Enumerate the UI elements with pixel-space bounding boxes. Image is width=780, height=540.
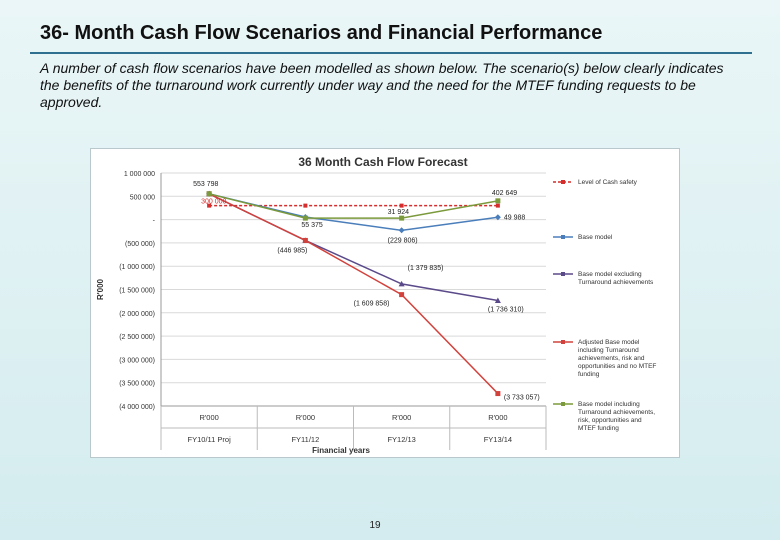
legend-entry-line: Base model excluding [578,271,642,278]
data-point [303,204,307,208]
data-label: (1 736 310) [487,306,524,314]
data-label: 31 924 [387,209,410,217]
y-tick-label: (2 500 000) [119,334,155,342]
y-tick-label: (3 000 000) [119,357,155,365]
y-tick-label: 500 000 [129,194,155,202]
legend-entry [578,234,613,241]
legend-swatch-marker [561,180,565,184]
intro-paragraph: A number of cash flow scenarios have been modelled as shown below. The scenario(s) below clearly indicates the benefits of the turnaround work currently under way and the need for the MTEF funding requests to be approved. [40,60,724,110]
legend-entry-line: funding [578,371,600,378]
y-tick-label: (2 000 000) [119,310,155,318]
x-unit-label: R'000 [391,413,412,422]
legend-swatch-marker [561,235,565,239]
data-label: 300 000 [201,198,227,206]
series-line [209,194,498,301]
legend-entry-line: achievements, risk and [578,355,645,362]
data-label: (1 379 835) [407,264,444,272]
data-point [495,391,500,396]
title-divider [30,52,752,54]
legend-entry-line: Turnaround achievements, [578,409,656,416]
legend-entry-line: Base model [578,234,613,241]
data-label: 553 798 [193,180,219,188]
legend-entry [578,339,656,378]
y-axis-label: R'000 [96,278,105,301]
legend-entry-line: opportunities and no MTEF [578,363,657,370]
data-label: 402 649 [491,189,518,197]
legend-entry [578,271,654,286]
legend-entry-line: Base model including [578,401,640,408]
data-label: (446 985) [277,247,308,255]
x-tick-label: FY10/11 Proj [187,435,231,444]
chart-canvas [91,149,679,457]
legend-entry-line: Turnaround achievements [578,279,654,286]
data-point [303,216,308,221]
cash-flow-chart [90,148,680,458]
x-tick-label: FY11/12 [291,435,320,444]
x-unit-label: R'000 [295,413,316,422]
y-tick-label: - [152,217,155,225]
data-point [400,204,404,208]
legend-swatch-marker [561,402,565,406]
legend-entry [578,179,638,186]
legend-entry-line: risk, opportunities and [578,417,642,424]
data-label: 49 988 [503,214,526,222]
x-axis-label: Financial years [312,446,370,455]
data-point [207,191,212,196]
y-tick-label: (4 000 000) [119,404,155,411]
legend-entry-line: including Turnaround [578,347,639,354]
data-label: (3 733 057) [503,394,540,402]
data-label: 55 375 [301,222,323,230]
data-label: (229 806) [387,237,418,245]
x-tick-label: FY13/14 [483,435,513,444]
y-tick-label: (1 500 000) [119,287,155,295]
page-number: 19 [369,520,381,531]
data-point [496,204,500,208]
legend-entry [578,401,655,432]
data-point [399,227,405,233]
y-tick-label: (1 000 000) [119,264,155,272]
legend-entry-line: MTEF funding [578,425,619,432]
x-unit-label: R'000 [199,413,219,422]
data-point [303,238,308,243]
legend-swatch-marker [561,272,565,276]
data-label: (1 609 858) [353,300,390,308]
data-point [495,198,500,203]
y-tick-label: (500 000) [125,240,155,248]
y-tick-label: (3 500 000) [119,380,155,388]
data-point [399,216,404,221]
x-unit-label: R'000 [488,413,508,422]
x-tick-label: FY12/13 [387,435,416,444]
slide-title: 36- Month Cash Flow Scenarios and Financial Performance [40,22,603,44]
data-point [399,292,404,297]
y-tick-label: 1 000 000 [123,171,155,178]
chart-title: 36 Month Cash Flow Forecast [298,155,468,169]
legend-entry-line: Adjusted Base model [578,339,640,346]
series-line [209,194,498,231]
legend-swatch-marker [561,340,565,344]
legend-entry-line: Level of Cash safety [578,179,637,186]
